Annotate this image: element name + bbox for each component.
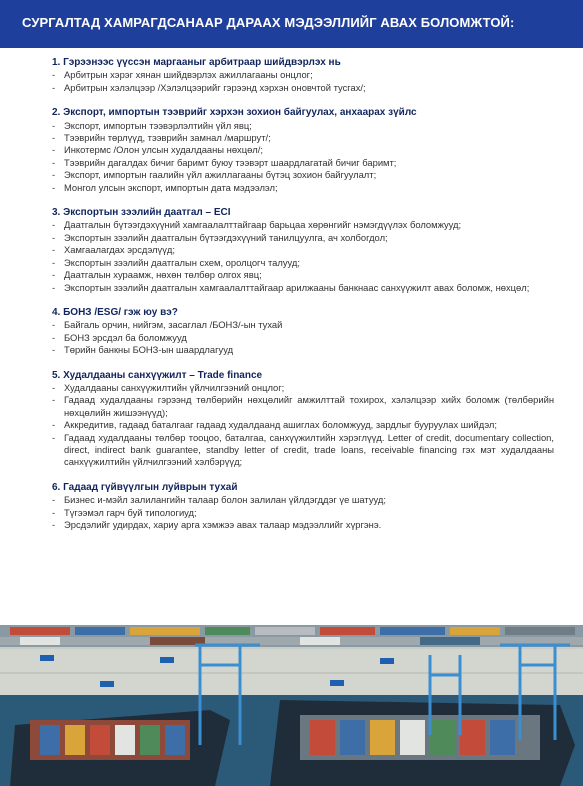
section-3 — [52, 207, 554, 294]
cargo-ship — [10, 710, 230, 786]
list-item: - Арбитрын хэрэг хянан шийдвэрлэх ажиллагааны онцлог; — [52, 69, 554, 81]
list-item: - Түгээмэл гарч буй типологиуд; — [52, 507, 554, 519]
section-title: 3. Экспортын зээлийн даатгал – ECI — [52, 207, 231, 219]
section-4 — [52, 307, 554, 357]
list-item: - Экспорт, импортын гаалийн үйл ажиллагааны бүтэц зохион байгуулалт; — [52, 169, 554, 181]
section-title: 6. Гадаад гүйвүүлгын луйврын тухай — [52, 481, 238, 493]
item-list — [52, 219, 554, 293]
list-item: - Монгол улсын экспорт, импортын дата мэдээлэл; — [52, 182, 554, 194]
list-item: - Эрсдэлийг удирдах, хариу арга хэмжээ авах талаар мэдээллийг хүргэнэ. — [52, 519, 554, 531]
list-item: - Төрийн банкны БОНЗ-ын шаардлагууд — [52, 344, 554, 356]
list-item: - Инкотермс /Олон улсын худалдааны нөхцөл/; — [52, 144, 554, 156]
list-item: - Хамгаалагдах эрсдэлүүд; — [52, 244, 554, 256]
item-list — [52, 120, 554, 194]
list-item: - Тээврийн дагалдах бичиг баримт буюу тээвэрт шаардлагатай бичиг баримт; — [52, 157, 554, 169]
list-item: - Худалдааны санхүүжилтийн үйлчилгээний онцлог; — [52, 382, 554, 394]
list-item: - Арбитрын хэлэлцээр /Хэлэлцээрийг гэрээнд хэрхэн оновчтой тусгах/; — [52, 82, 554, 94]
item-list — [52, 319, 554, 356]
list-item: - Даатгалын бүтээгдэхүүний хамгаалалттайгаар барьцаа хөрөнгийг нэмэгдүүлэх боломжууд; — [52, 219, 554, 231]
item-list — [52, 494, 554, 531]
section-1 — [52, 57, 554, 94]
section-title: 4. БОНЗ /ESG/ гэж юу вэ? — [52, 306, 178, 318]
list-item: - Бизнес и-мэйл залилангийн талаар болон залилан үйлдэгддэг үе шатууд; — [52, 494, 554, 506]
list-item: - Экспортын зээлийн даатгалын схем, оролцогч талууд; — [52, 257, 554, 269]
section-title: 5. Худалдааны санхүүжилт – Trade finance — [52, 369, 263, 381]
list-item: - Даатгалын хураамж, нөхөн төлбөр олгох явц; — [52, 269, 554, 281]
list-item: - Аккредитив, гадаад баталгааг гадаад худалдаанд ашиглах боломжууд, зардлыг бууруулах шийдэл; — [52, 419, 554, 431]
item-list — [52, 69, 554, 94]
list-item: - Гадаад худалдааны гэрээнд төлбөрийн нөхцөлийг амжилттай тохирох, хэлэлцээр хийх боломж (төлбөрийн нөхцөлийн жишээнүүд); — [52, 394, 554, 419]
list-item: - Экспортын зээлийн даатгалын бүтээгдэхүүний танилцуулга, ач холбогдол; — [52, 232, 554, 244]
port-aerial-image — [0, 625, 583, 786]
header-banner — [0, 0, 583, 48]
list-item: - Экспортын зээлийн даатгалын хамгаалалттайгаар арилжааны банкнаас санхүүжилт авах боломж, нөхцөл; — [52, 282, 554, 294]
banner-title: СУРГАЛТАД ХАМРАГДСАНААР ДАРААХ МЭДЭЭЛЛИЙГ АВАХ БОЛОМЖТОЙ: — [22, 15, 515, 30]
list-item: - Тээврийн төрлүүд, тээврийн замнал /маршрут/; — [52, 132, 554, 144]
port-illustration — [0, 625, 583, 786]
section-2 — [52, 107, 554, 194]
section-title: 1. Гэрээнээс үүссэн маргааныг арбитраар шийдвэрлэх нь — [52, 57, 341, 68]
container-stacks — [0, 625, 583, 647]
section-6 — [52, 482, 554, 532]
content — [52, 57, 554, 544]
section-title: 2. Экспорт, импортын тээврийг хэрхэн зохион байгуулах, анхаарах зүйлс — [52, 107, 417, 119]
item-list — [52, 382, 554, 469]
quay-road — [0, 649, 583, 695]
list-item: - Байгаль орчин, нийгэм, засаглал /БОНЗ/-ын тухай — [52, 319, 554, 331]
list-item: - БОНЗ эрсдэл ба боломжууд — [52, 332, 554, 344]
list-item: - Экспорт, импортын тээвэрлэлтийн үйл явц; — [52, 120, 554, 132]
cargo-ship — [270, 700, 575, 786]
section-5 — [52, 370, 554, 469]
list-item: - Гадаад худалдааны төлбөр тооцоо, баталгаа, санхүүжилтийн хэрэглүүд. Letter of credit, documentary collection, direct, indirect bank guarantee, standby letter of credit, trade loans, receivable financing гэх мэт худалдааны санхүүжилтийн үйлчилгээний хэлбэрүүд; — [52, 432, 554, 469]
